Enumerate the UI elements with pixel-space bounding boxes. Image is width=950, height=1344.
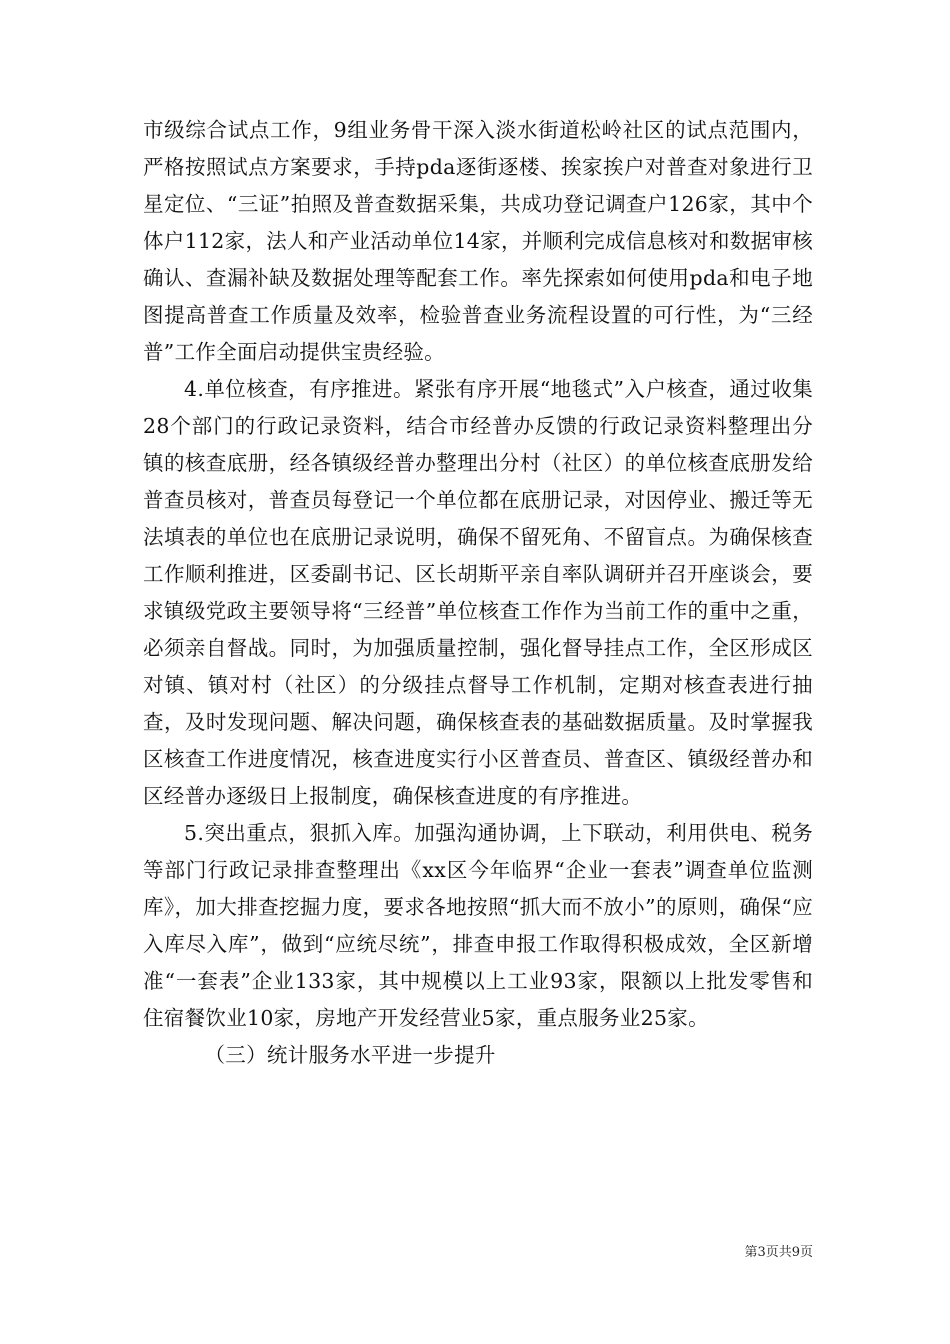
paragraph-key-warehousing: 5.突出重点，狠抓入库。加强沟通协调，上下联动，利用供电、税务等部门行政记录排查整理出《xx区今年临界“企业一套表”调查单位监测库》，加大排查挖掘力度，要求各地按照“抓大而不放小”的原则，确保“应入库尽入库”，做到“应统尽统”，排查申报工作取得积极成效，全区新增准“一套表”企业133家，其中规模以上工业93家，限额以上批发零售和住宿餐饮业10家，房地产开发经营业5家，重点服务业25家。 [143,821,813,1030]
page-number-footer: 第3页共9页 [744,1245,813,1260]
paragraph-unit-verification: 4.单位核查，有序推进。紧张有序开展“地毯式”入户核查，通过收集28个部门的行政记录资料，结合市经普办反馈的行政记录资料整理出分镇的核查底册，经各镇级经普办整理出分村（社区）的单位核查底册发给普查员核对，普查员每登记一个单位都在底册记录，对因停业、搬迁等无法填表的单位也在底册记录说明，确保不留死角、不留盲点。为确保核查工作顺利推进，区委副书记、区长胡斯平亲自率队调研并召开座谈会，要求镇级党政主要领导将“三经普”单位核查工作作为当前工作的重中之重，必须亲自督战。同时，为加强质量控制，强化督导挂点工作，全区形成区对镇、镇对村（社区）的分级挂点督导工作机制，定期对核查表进行抽查，及时发现问题、解决问题，确保核查表的基础数据质量。及时掌握我区核查工作进度情况，核查进度实行小区普查员、普查区、镇级经普办和区经普办逐级日上报制度，确保核查进度的有序推进。 [143,377,813,808]
paragraph-pilot-work: 市级综合试点工作，9组业务骨干深入淡水街道松岭社区的试点范围内，严格按照试点方案要求，手持pda逐街逐楼、挨家挨户对普查对象进行卫星定位、“三证”拍照及普查数据采集，共成功登记调查户126家，其中个体户112家，法人和产业活动单位14家，并顺利完成信息核对和数据审核确认、查漏补缺及数据处理等配套工作。率先探索如何使用pda和电子地图提高普查工作质量及效率，检验普查业务流程设置的可行性，为“三经普”工作全面启动提供宝贵经验。 [143,118,813,364]
section-heading-statistical-service: （三）统计服务水平进一步提升 [204,1043,496,1067]
document-body [143,112,813,1074]
